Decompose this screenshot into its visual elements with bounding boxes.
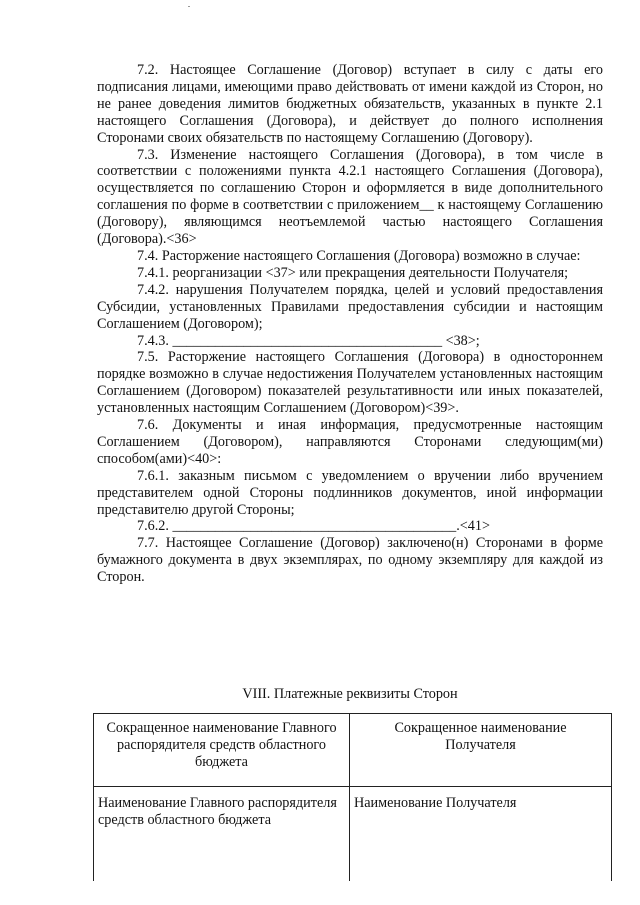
table-header-cell: Сокращенное наименование Получателя — [350, 714, 612, 787]
clause-7-6-1: 7.6.1. заказным письмом с уведомлением о вручении либо вручением представителем одной Стороны подлинников документов, иной информации представителю другой Стороны; — [97, 467, 603, 518]
clause-7-6: 7.6. Документы и иная информация, предусмотренные настоящим Соглашением (Договором), направляются Сторонами следующим(ми) способом(ами)<40>: — [97, 417, 603, 467]
clause-7-3: 7.3. Изменение настоящего Соглашения (Договора), в том числе в соответствии с положениями пункта 4.2.1 настоящего Соглашения (Договора), осуществляется по соглашению Сторон и оформляется в виде дополнительного соглашения по форме в соответствии с приложением__ к настоящему Соглашению (Договору), являющимся неотъемлемой частью настоящего Соглашения (Договора).<36> — [97, 146, 603, 248]
clause-7-4-1: 7.4.1. реорганизации <37> или прекращения деятельности Получателя; — [137, 264, 569, 281]
clause-7-2: 7.2. Настоящее Соглашение (Договор) вступает в силу с даты его подписания лицами, имеющими право действовать от имени каждой из Сторон, но не ранее доведения лимитов бюджетных обязательств, указанных в пункте 2.1 настоящего Соглашения (Договора), и действует до полного исполнения Сторонами своих обязательств по настоящему Соглашению (Договору). — [97, 62, 603, 146]
table-cell: Наименование Главного распорядителя средств областного бюджета — [94, 787, 350, 882]
agreement-clauses — [97, 62, 603, 586]
payment-details-table — [93, 713, 612, 881]
clause-7-4-3: 7.4.3. ______________________________________ <38>; — [137, 332, 480, 349]
clause-7-6-2: 7.6.2. ________________________________________.<41> — [137, 518, 490, 535]
table-cell: Наименование Получателя — [350, 787, 612, 882]
table-row — [94, 787, 612, 882]
table-header-row — [94, 714, 612, 787]
clause-7-5: 7.5. Расторжение настоящего Соглашения (Договора) в одностороннем порядке возможно в случае недостижения Получателем установленных настоящим Соглашением (Договором) показателей результативности или иных показателей, установленных настоящим Соглашением (Договором)<39>. — [97, 349, 603, 417]
clause-7-4: 7.4. Расторжение настоящего Соглашения (Договора) возможно в случае: — [137, 247, 581, 264]
section-title: VIII. Платежные реквизиты Сторон — [242, 686, 458, 702]
clause-7-7: 7.7. Настоящее Соглашение (Договор) заключено(н) Сторонами в форме бумажного документа в двух экземплярах, по одному экземпляру для каждой из Сторон. — [97, 535, 603, 586]
table-header-cell: Сокращенное наименование Главного распорядителя средств областного бюджета — [94, 714, 350, 787]
scan-speck — [188, 6, 190, 7]
clause-7-4-2: 7.4.2. нарушения Получателем порядка, целей и условий предоставления Субсидии, установленных Правилами предоставления субсидии и настоящим Соглашением (Договором); — [97, 281, 603, 332]
